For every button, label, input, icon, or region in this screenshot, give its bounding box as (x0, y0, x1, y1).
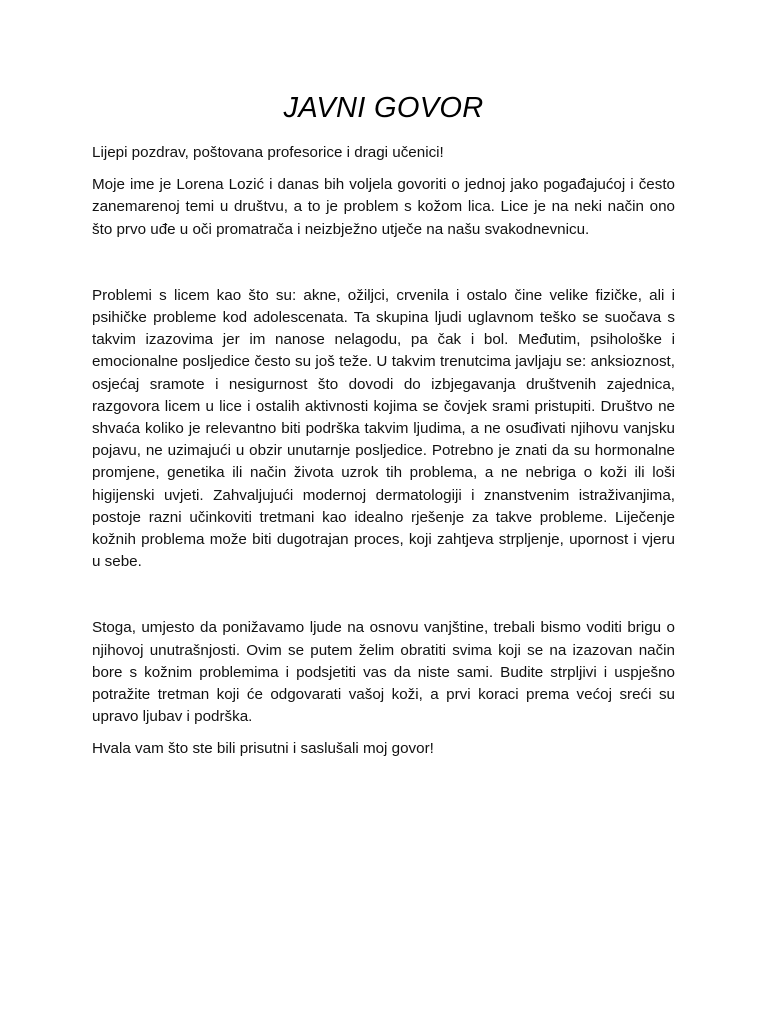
introduction-paragraph: Moje ime je Lorena Lozić i danas bih voljela govoriti o jednoj jako pogađajućoj i često zanemarenoj temi u društvu, a to je problem s kožom lica. Lice je na neki način ono što prvo uđe u oči promatrača i neizbježno utječe na našu svakodnevnicu. (92, 176, 675, 238)
body-paragraph: Problemi s licem kao što su: akne, ožiljci, crvenila i ostalo čine velike fizičke, ali i psihičke probleme kod adolescenata. Ta skupina ljudi uglavnom teško se suočava s takvim izazovima jer im nanose nelagodu, pa čak i bol. Međutim, psihološke i emocionalne posljedice često su još teže. U takvim trenutcima javljaju se: anksioznost, osjećaj sramote i nesigurnost što dovodi do izbjegavanja društvenih zajednica, razgovora licem u lice i ostalih aktivnosti kojima se čovjek srami pristupiti. Društvo ne shvaća koliko je relevantno biti podrška takvim ljudima, a ne osuđivati njihovu vanjsku pojavu, ne uzimajući u obzir unutarnje posljedice. Potrebno je znati da su hormonalne promjene, genetika ili način života uzrok tih problema, a ne nebriga o koži ili loši higijenski uvjeti. Zahvaljujući modernoj dermatologiji i znanstvenim istraživanjima, postoje razni učinkoviti tretmani kao idealno rješenje za takve probleme. Liječenje kožnih problema može biti dugotrajan proces, koji zahtjeva strpljenje, upornost i vjeru u sebe. (92, 286, 675, 571)
blank-line (92, 583, 675, 617)
closing-paragraph: Hvala vam što ste bili prisutni i saslušali moj govor! (92, 740, 434, 758)
conclusion-paragraph: Stoga, umjesto da ponižavamo ljude na osnovu vanjštine, trebali bismo voditi brigu o njihovoj unutrašnjosti. Ovim se putem želim obratiti svima koji se na izazovan način bore s kožnim problemima i podsjetiti vas da niste sami. Budite strpljivi i uspješno potražite tretman koji će odgovarati vašoj koži, a prvi koraci prema većoj sreći su upravo ljubav i podrška. (92, 619, 675, 726)
document-title: JAVNI GOVOR (283, 92, 484, 124)
greeting-paragraph: Lijepi pozdrav, poštovana profesorice i dragi učenici! (92, 144, 444, 161)
blank-line (92, 251, 675, 285)
document-page (92, 88, 675, 771)
